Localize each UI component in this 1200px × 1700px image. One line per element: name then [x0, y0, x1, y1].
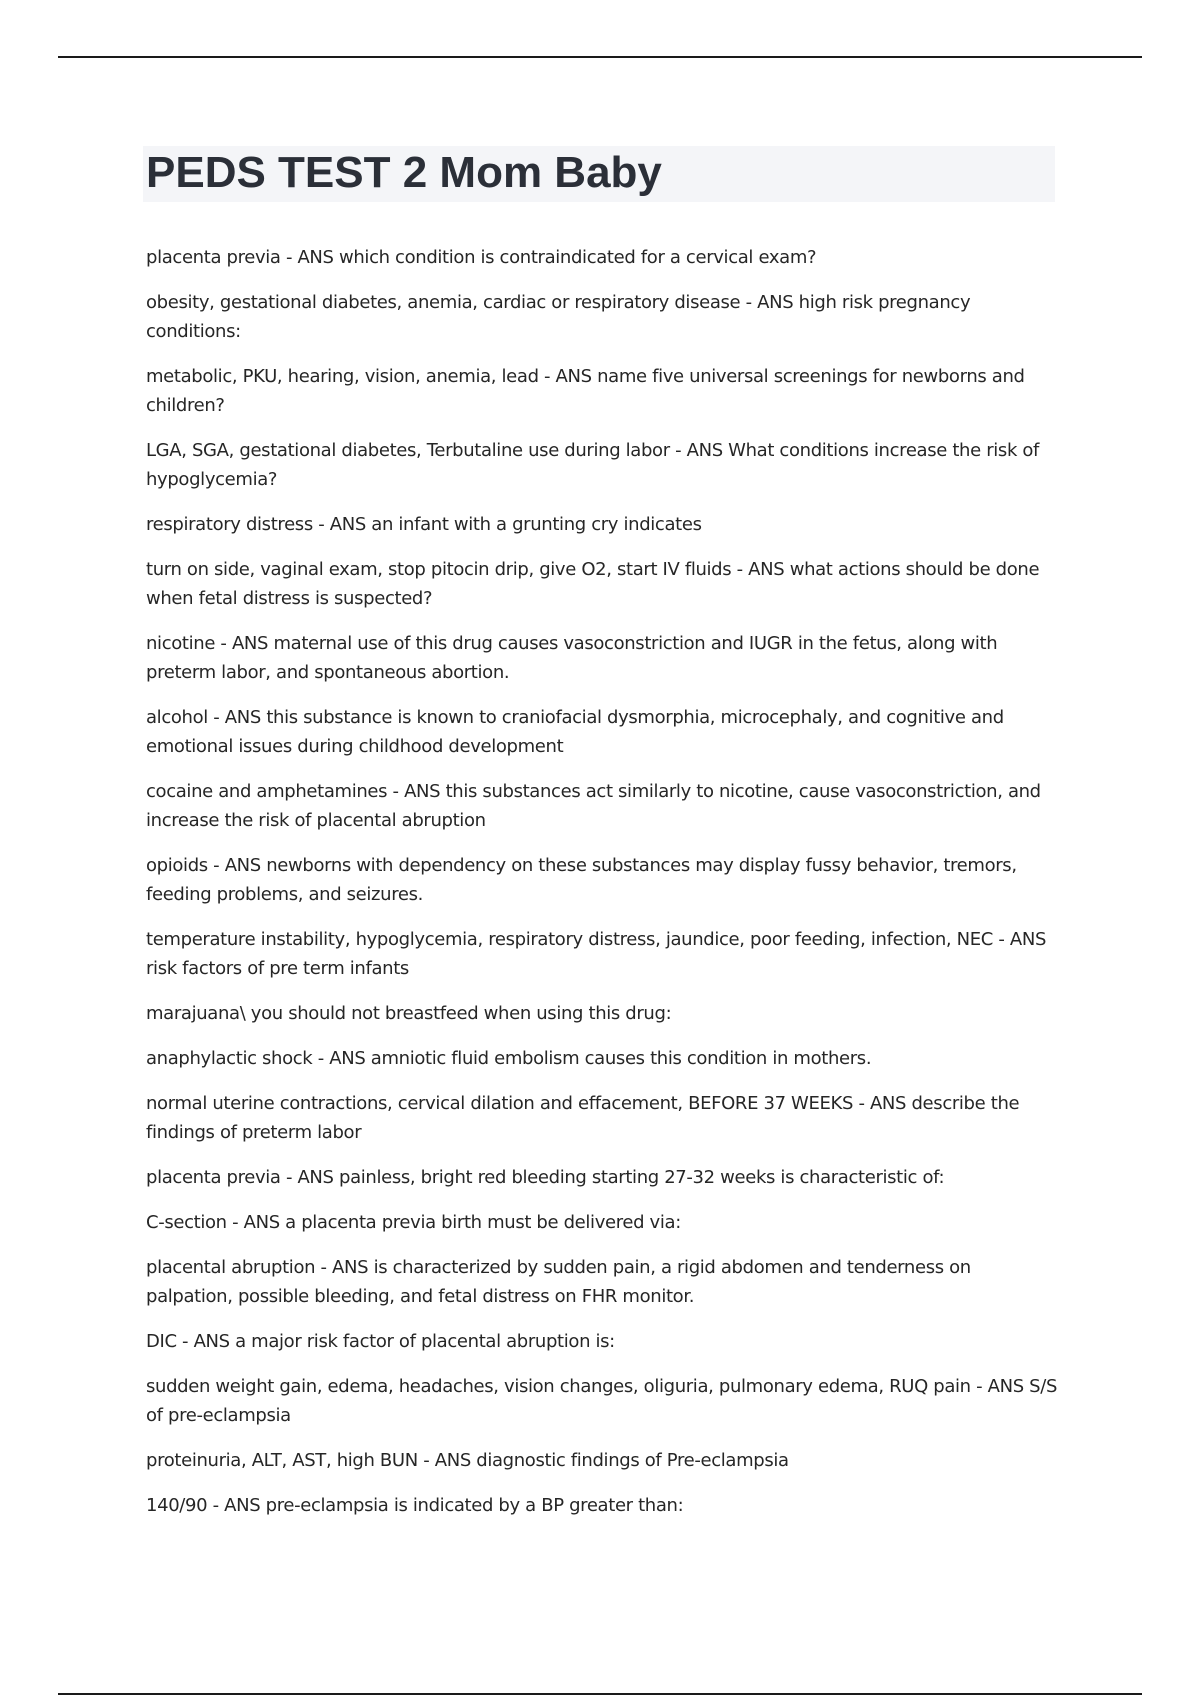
qa-item: alcohol - ANS this substance is known to craniofacial dysmorphia, microcephaly, and cognitive and emotional issues during childhood development	[146, 707, 1004, 757]
qa-item: respiratory distress - ANS an infant with a grunting cry indicates	[146, 514, 702, 535]
qa-item: cocaine and amphetamines - ANS this substances act similarly to nicotine, cause vasoconstriction, and increase the risk of placental abruption	[146, 781, 1041, 831]
page-title: PEDS TEST 2 Mom Baby	[146, 148, 662, 197]
qa-item: obesity, gestational diabetes, anemia, cardiac or respiratory disease - ANS high risk pregnancy conditions:	[146, 292, 971, 342]
qa-item: placental abruption - ANS is characterized by sudden pain, a rigid abdomen and tenderness on palpation, possible bleeding, and fetal distress on FHR monitor.	[146, 1257, 971, 1307]
top-divider	[58, 56, 1142, 58]
qa-item: sudden weight gain, edema, headaches, vision changes, oliguria, pulmonary edema, RUQ pain - ANS S/S of pre-eclampsia	[146, 1376, 1058, 1426]
qa-item: opioids - ANS newborns with dependency on these substances may display fussy behavior, tremors, feeding problems, and seizures.	[146, 855, 1017, 905]
qa-item: metabolic, PKU, hearing, vision, anemia, lead - ANS name five universal screenings for newborns and children?	[146, 366, 1025, 416]
qa-item: turn on side, vaginal exam, stop pitocin drip, give O2, start IV fluids - ANS what actions should be done when fetal distress is suspected?	[146, 559, 1040, 609]
qa-item: placenta previa - ANS painless, bright red bleeding starting 27-32 weeks is characteristic of:	[146, 1167, 945, 1188]
qa-item: proteinuria, ALT, AST, high BUN - ANS diagnostic findings of Pre-eclampsia	[146, 1450, 789, 1471]
qa-item: temperature instability, hypoglycemia, respiratory distress, jaundice, poor feeding, infection, NEC - ANS risk factors of pre term infants	[146, 929, 1047, 979]
qa-item: DIC - ANS a major risk factor of placental abruption is:	[146, 1331, 615, 1352]
qa-item: normal uterine contractions, cervical dilation and effacement, BEFORE 37 WEEKS - ANS describe the findings of preterm labor	[146, 1093, 1020, 1143]
qa-item: placenta previa - ANS which condition is contraindicated for a cervical exam?	[146, 247, 817, 268]
qa-item: 140/90 - ANS pre-eclampsia is indicated by a BP greater than:	[146, 1495, 684, 1516]
qa-item: marajuana\ you should not breastfeed when using this drug:	[146, 1003, 672, 1024]
qa-item: C-section - ANS a placenta previa birth must be delivered via:	[146, 1212, 681, 1233]
qa-item: anaphylactic shock - ANS amniotic fluid embolism causes this condition in mothers.	[146, 1048, 872, 1069]
flashcard-list	[146, 243, 1058, 1536]
qa-item: nicotine - ANS maternal use of this drug causes vasoconstriction and IUGR in the fetus, along with preterm labor, and spontaneous abortion.	[146, 633, 998, 683]
bottom-divider	[58, 1693, 1142, 1695]
qa-item: LGA, SGA, gestational diabetes, Terbutaline use during labor - ANS What conditions increase the risk of hypoglycemia?	[146, 440, 1040, 490]
